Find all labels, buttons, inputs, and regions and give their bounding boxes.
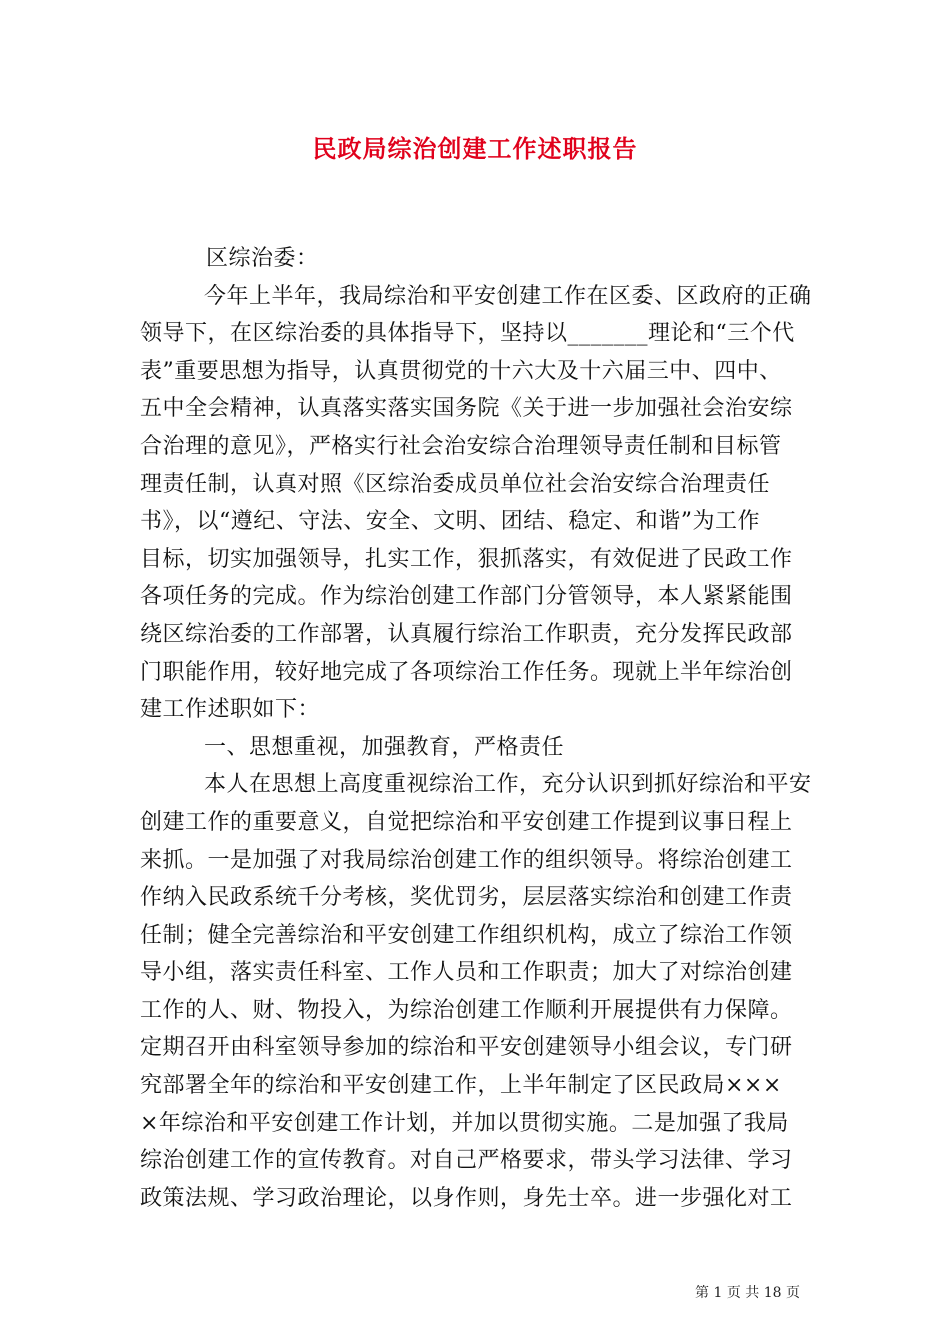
paragraph-line: 各项任务的完成。作为综治创建工作部门分管领导，本人紧紧能围 [140,584,793,610]
paragraph-line: 作纳入民政系统千分考核，奖优罚劣，层层落实综治和创建工作责 [140,885,793,911]
paragraph-line: 今年上半年，我局综治和平安创建工作在区委、区政府的正确 [204,283,812,309]
paragraph-line: 绕区综治委的工作部署，认真履行综治工作职责，充分发挥民政部 [140,621,793,647]
document-body [140,240,812,1217]
paragraph-line: 任制；健全完善综治和平安创建工作组织机构，成立了综治工作领 [140,922,793,948]
paragraph-line: 五中全会精神，认真落实落实国务院《关于进一步加强社会治安综 [140,396,793,422]
paragraph-line: 门职能作用，较好地完成了各项综治工作任务。现就上半年综治创 [140,659,793,685]
paragraph-line: 定期召开由科室领导参加的综治和平安创建领导小组会议，专门研 [140,1035,793,1061]
paragraph-line: 来抓。一是加强了对我局综治创建工作的组织领导。将综治创建工 [140,847,793,873]
document-title: 民政局综治创建工作述职报告 [312,134,638,163]
paragraph-line: 合治理的意见》，严格实行社会治安综合治理领导责任制和目标管 [140,433,782,459]
paragraph-line: 导小组，落实责任科室、工作人员和工作职责；加大了对综治创建 [140,960,793,986]
paragraph-line: 理责任制，认真对照《区综治委成员单位社会治安综合治理责任 [140,471,771,497]
paragraph-line: 本人在思想上高度重视综治工作，充分认识到抓好综治和平安 [204,772,812,798]
paragraph-line: ×年综治和平安创建工作计划，并加以贯彻实施。二是加强了我局 [140,1110,789,1136]
paragraph-line: 究部署全年的综治和平安创建工作，上半年制定了区民政局××× [140,1073,782,1099]
paragraph-line: 表”重要思想为指导，认真贯彻党的十六大及十六届三中、四中、 [140,358,782,384]
paragraph-line: 目标，切实加强领导，扎实工作，狠抓落实，有效促进了民政工作 [140,546,793,572]
paragraph-line: 综治创建工作的宣传教育。对自己严格要求，带头学习法律、学习 [140,1148,793,1174]
paragraph-line: 创建工作的重要意义，自觉把综治和平安创建工作提到议事日程上 [140,809,793,835]
paragraph-line: 政策法规、学习政治理论，以身作则，身先士卒。进一步强化对工 [140,1185,793,1211]
paragraph-line: 工作的人、财、物投入，为综治创建工作顺利开展提供有力保障。 [140,997,793,1023]
section-heading: 一、思想重视，加强教育，严格责任 [204,734,565,760]
paragraph-line: 建工作述职如下： [140,697,321,723]
paragraph-line: 书》，以“遵纪、守法、安全、文明、团结、稳定、和谐”为工作 [140,509,760,535]
page-number: 第 1 页 共 18 页 [695,1285,800,1301]
paragraph-line: 领导下，在区综治委的具体指导下，坚持以_______理论和“三个代 [140,321,795,347]
salutation-line: 区综治委： [206,246,319,271]
